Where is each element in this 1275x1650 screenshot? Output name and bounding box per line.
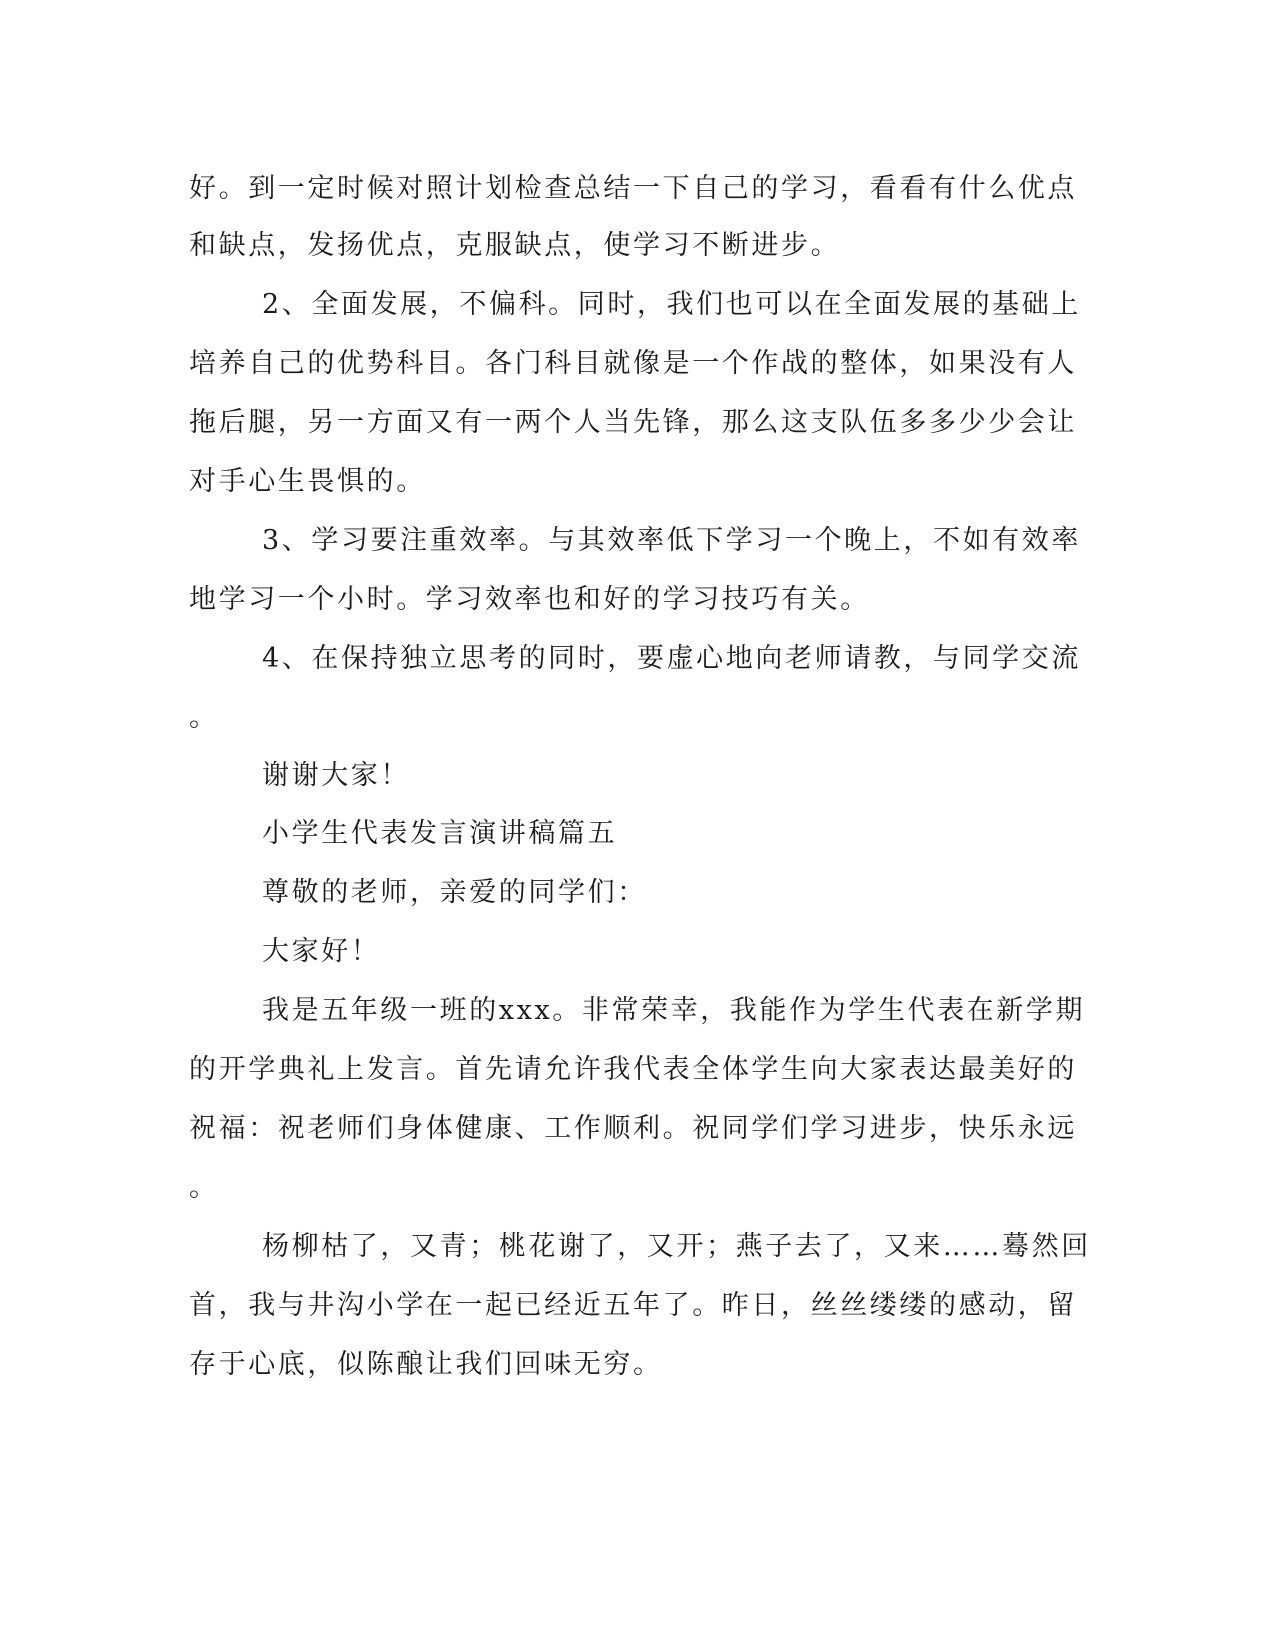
text-line: 2、全面发展，不偏科。同时，我们也可以在全面发展的基础上: [262, 289, 1081, 320]
text-line: 存于心底，似陈酿让我们回味无穷。: [189, 1349, 663, 1380]
text-line: 4、在保持独立思考的同时，要虚心地向老师请教，与同学交流: [262, 643, 1081, 674]
text-line: 培养自己的优势科目。各门科目就像是一个作战的整体，如果没有人: [189, 348, 1077, 379]
text-line: 谢谢大家！: [262, 760, 410, 791]
text-line: 好。到一定时候对照计划检查总结一下自己的学习，看看有什么优点: [189, 173, 1077, 204]
text-line: 小学生代表发言演讲稿篇五: [262, 818, 618, 849]
text-line: 。: [189, 702, 219, 733]
text-line: 首，我与井沟小学在一起已经近五年了。昨日，丝丝缕缕的感动，留: [189, 1290, 1077, 1321]
text-line: 杨柳枯了，又青；桃花谢了，又开；燕子去了，又来……蓦然回: [262, 1231, 1091, 1262]
text-line: 我是五年级一班的xxx。非常荣幸，我能作为学生代表在新学期: [262, 995, 1086, 1026]
text-line: 祝福：祝老师们身体健康、工作顺利。祝同学们学习进步，快乐永远: [189, 1113, 1077, 1144]
text-line: 。: [189, 1172, 219, 1203]
text-line: 3、学习要注重效率。与其效率低下学习一个晚上，不如有效率: [262, 525, 1081, 556]
text-line: 和缺点，发扬优点，克服缺点，使学习不断进步。: [189, 230, 841, 261]
text-line: 尊敬的老师，亲爱的同学们：: [262, 877, 647, 908]
text-line: 地学习一个小时。学习效率也和好的学习技巧有关。: [189, 584, 870, 615]
text-line: 大家好！: [262, 936, 381, 967]
text-line: 的开学典礼上发言。首先请允许我代表全体学生向大家表达最美好的: [189, 1054, 1077, 1085]
text-line: 拖后腿，另一方面又有一两个人当先锋，那么这支队伍多多少少会让: [189, 407, 1077, 438]
text-line: 对手心生畏惧的。: [189, 466, 426, 497]
